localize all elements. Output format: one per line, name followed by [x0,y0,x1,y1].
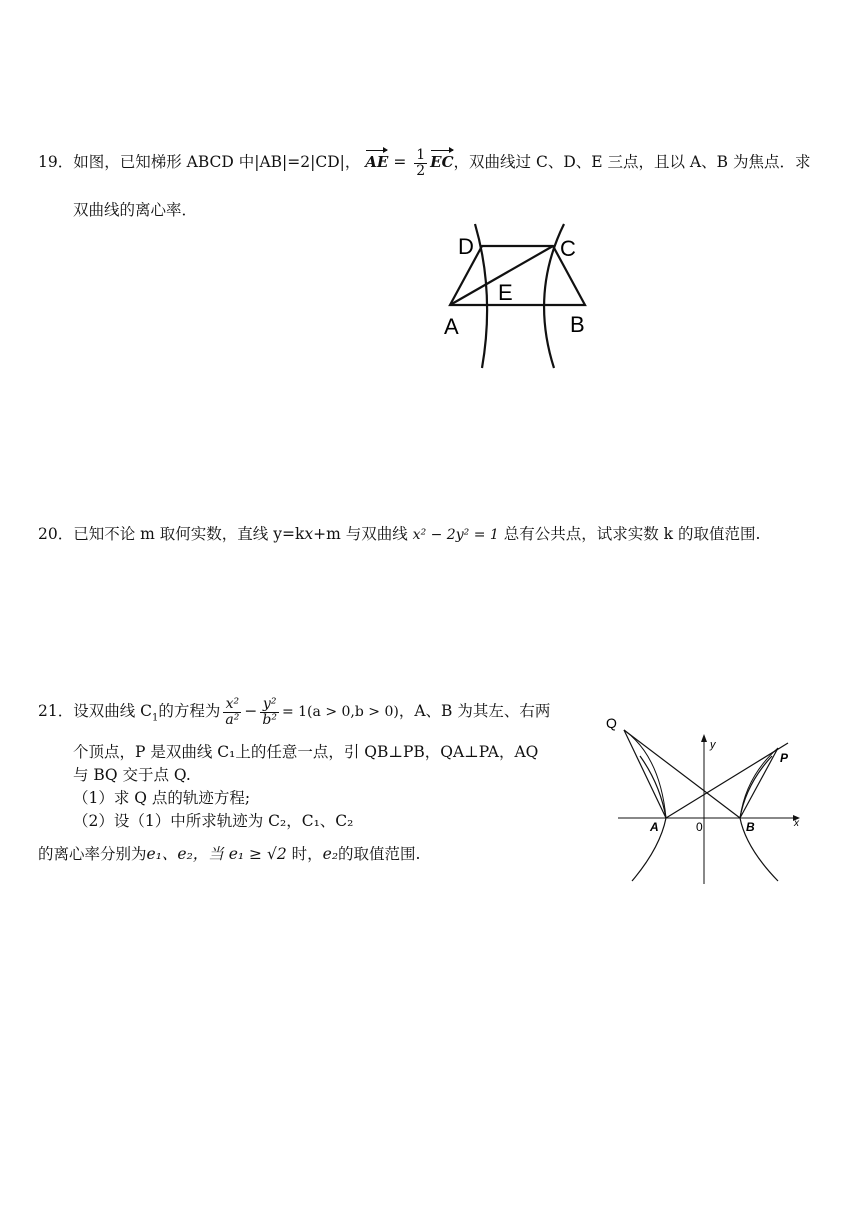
label-y: y [710,739,716,751]
q21-sub-1: 1 [152,712,159,724]
q21-line6-b: 时， [291,845,323,863]
q19-line2: 双曲线的离心率． [73,201,198,219]
q20-line [38,522,760,544]
label-b: B [746,820,755,834]
fraction-y2-b2: $\frac{\text{y²}}{\text{b²}}$ [262,696,277,728]
label-a: A [444,314,459,339]
q21-line4: （1）求 Q 点的轨迹方程; [73,789,251,807]
label-x: x [794,818,799,829]
label-q: Q [606,716,617,731]
q21-text-2: ，A、B 为其左、右两 [398,702,551,721]
q19-text-2: ，双曲线过 C、D、E 三点，且以 A、B 为焦点．求 [453,153,811,172]
minus-sign: − [244,702,258,721]
label-b: B [570,312,585,337]
label-e: E [498,280,513,305]
line-ap [666,743,788,818]
fraction-x2-a2: $\frac{\text{x²}}{\text{a²}}$ [225,696,240,728]
q21-line3: 与 BQ 交于点 Q. [73,766,191,784]
q20-number: 20． [38,525,74,543]
label-c: C [560,236,576,261]
q21-line6-a: 的离心率分别为 [38,845,147,863]
q21-number: 21． [38,702,74,721]
vector-ae: AE [365,153,389,172]
line-qa [624,730,666,818]
q19-figure-trapezoid [430,218,610,373]
q20-text-1: 已知不论 m 取何实数，直线 y=k [73,525,305,543]
label-origin: 0 [696,820,703,834]
vector-ec: EC [430,153,454,172]
q19-line1 [38,148,810,178]
q19-text-1: 如图，已知梯形 ABCD 中|AB|=2|CD|， [73,153,361,172]
q21-text-1: 设双曲线 C [73,702,153,721]
line-qb [624,730,740,818]
q21-inequality: e₁ ≥ √2 [228,845,287,863]
q19-number: 19． [38,153,74,172]
y-axis-arrow [701,734,707,742]
q20-text-2: +m 与双曲线 [313,525,408,543]
q21-e1-e2: e₁、e₂，当 [146,845,224,863]
equals-sign: = [393,153,407,172]
fraction-half: $\frac{1}{2}$ [416,147,426,179]
q21-line6 [38,842,420,864]
q20-text-3: 总有公共点，试求实数 k 的取值范围. [503,525,761,543]
q21-figure-hyperbola [600,716,805,886]
q21-line5: （2）设（1）中所求轨迹为 C₂，C₁、C₂ [73,812,354,830]
q21-line1 [38,697,550,727]
label-p: P [780,751,789,765]
q21-condition: = 1(a > 0,b > 0) [281,704,399,721]
q20-var-x: x [304,525,314,543]
q20-formula: x² − 2y² = 1 [412,527,499,543]
q21-e2: e₂ [322,845,339,863]
label-d: D [458,234,474,259]
q21-line2: 个顶点，P 是双曲线 C₁上的任意一点，引 QB⊥PB，QA⊥PA，AQ [73,743,539,761]
label-a: A [650,820,659,834]
q21-text-1b: 的方程为 [158,702,221,721]
line-bp [740,748,778,818]
q21-line6-c: 的取值范围. [338,845,421,863]
